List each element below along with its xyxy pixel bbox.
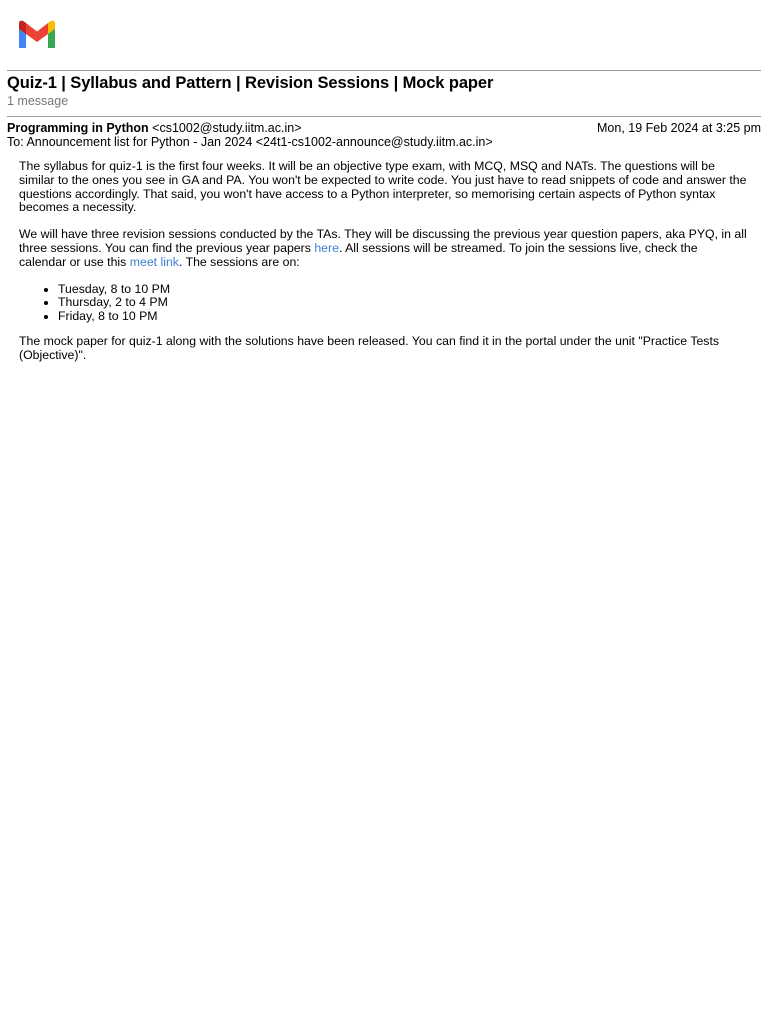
revision-text-3: . The sessions are on: bbox=[178, 254, 300, 269]
recipient-line: To: Announcement list for Python - Jan 2024 <24t1-cs1002-announce@study.iitm.ac.in> bbox=[7, 135, 493, 149]
sender-name: Programming in Python bbox=[7, 121, 149, 135]
email-date: Mon, 19 Feb 2024 at 3:25 pm bbox=[597, 121, 761, 135]
session-item: • Friday, 8 to 10 PM bbox=[58, 310, 747, 324]
session-list bbox=[19, 283, 747, 324]
email-body bbox=[19, 160, 747, 376]
revision-text-1: We will have three revision sessions conducted by the TAs. They will be discussing the previous year question papers, aka PYQ, in all three sessions. You can find the previous year papers bbox=[19, 227, 747, 255]
subject-divider bbox=[7, 116, 761, 117]
revision-paragraph bbox=[19, 228, 747, 269]
syllabus-paragraph: The syllabus for quiz-1 is the first four weeks. It will be an objective type exam, with MCQ, MSQ and NATs. The questions will be similar to the ones you see in GA and PA. You won't be expected to write code. You just have to read snippets of code and answer the questions accordingly. That said, you won't have access to a Python interpreter, so memorising certain aspects of Python syntax becomes a necessity. bbox=[19, 159, 747, 215]
gmail-logo-icon bbox=[16, 18, 58, 50]
header-divider bbox=[7, 70, 761, 71]
email-subject: Quiz-1 | Syllabus and Pattern | Revision Sessions | Mock paper bbox=[7, 74, 494, 92]
session-item: • Tuesday, 8 to 10 PM bbox=[58, 283, 747, 297]
mock-paper-paragraph: The mock paper for quiz-1 along with the solutions have been released. You can find it in the portal under the unit "Practice Tests (Objective)". bbox=[19, 333, 720, 362]
meet-link[interactable]: meet link bbox=[129, 254, 179, 269]
revision-text-2: . All sessions will be streamed. To join the sessions live, check the calendar or use this bbox=[19, 240, 698, 269]
message-count: 1 message bbox=[7, 94, 69, 108]
session-item: • Thursday, 2 to 4 PM bbox=[58, 296, 747, 310]
from-line bbox=[7, 121, 302, 135]
previous-papers-link[interactable]: here bbox=[314, 240, 339, 255]
sender-email: <cs1002@study.iitm.ac.in> bbox=[152, 121, 302, 135]
